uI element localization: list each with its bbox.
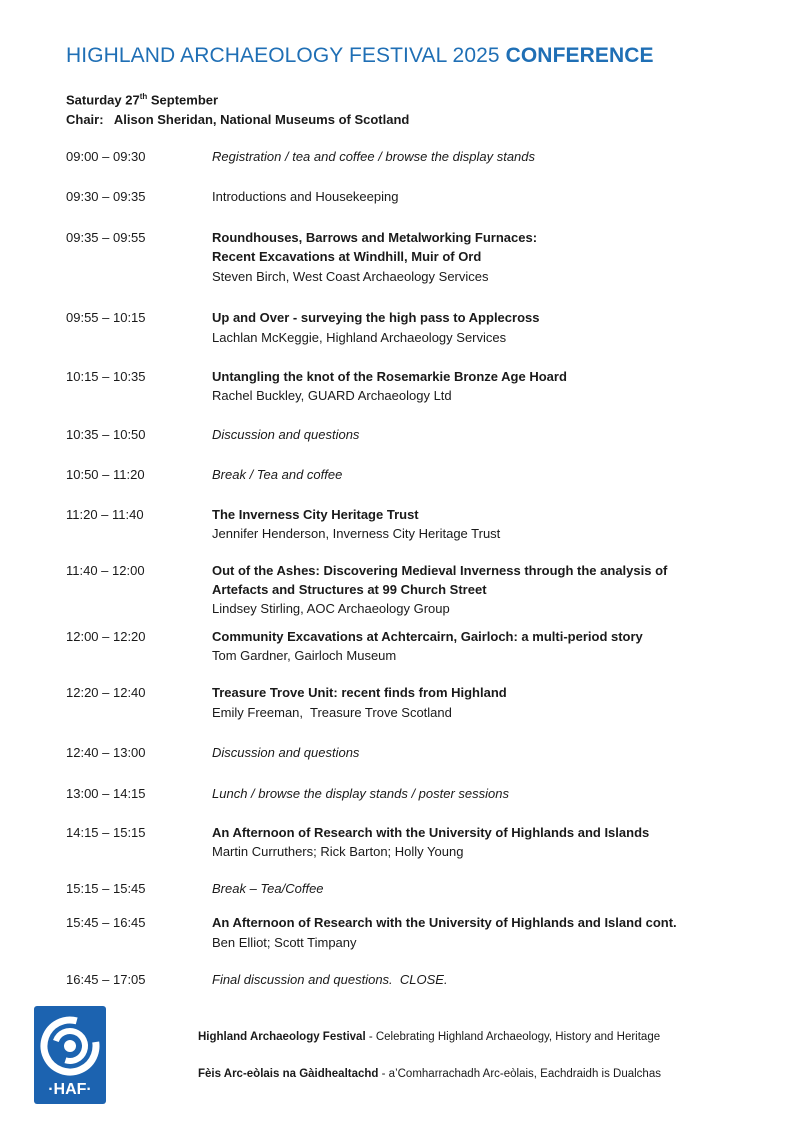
talk-title: Out of the Ashes: Discovering Medieval Inverness through the analysis of Artefacts and Structures at 99 Church Street	[212, 563, 668, 597]
session-note: Discussion and questions	[212, 427, 360, 442]
time-slot: 15:15 – 15:45	[66, 881, 146, 896]
footer-line-english: Highland Archaeology Festival - Celebrating Highland Archaeology, History and Heritage	[198, 1031, 661, 1043]
speaker: Lindsey Stirling, AOC Archaeology Group	[212, 601, 450, 616]
time-slot: 16:45 – 17:05	[66, 972, 146, 987]
session-note: Final discussion and questions. CLOSE.	[212, 972, 448, 987]
speaker: Rachel Buckley, GUARD Archaeology Ltd	[212, 388, 452, 403]
time-slot: 09:35 – 09:55	[66, 230, 146, 245]
talk-title: Treasure Trove Unit: recent finds from Highland	[212, 685, 507, 700]
time-slot: 11:20 – 11:40	[66, 507, 144, 522]
speaker: Martin Curruthers; Rick Barton; Holly Young	[212, 844, 464, 859]
time-slot: 09:00 – 09:30	[66, 149, 146, 164]
time-slot: 09:55 – 10:15	[66, 310, 146, 325]
session-note: Lunch / browse the display stands / poster sessions	[212, 786, 509, 801]
speaker: Jennifer Henderson, Inverness City Heritage Trust	[212, 526, 501, 541]
time-slot: 15:45 – 16:45	[66, 915, 146, 930]
speaker: Steven Birch, West Coast Archaeology Services	[212, 269, 489, 284]
talk-title: Untangling the knot of the Rosemarkie Bronze Age Hoard	[212, 369, 567, 384]
talk-title: Roundhouses, Barrows and Metalworking Furnaces: Recent Excavations at Windhill, Muir of Ord	[212, 230, 538, 264]
speaker: Tom Gardner, Gairloch Museum	[212, 648, 397, 663]
time-slot: 10:15 – 10:35	[66, 369, 146, 384]
time-slot: 14:15 – 15:15	[66, 825, 146, 840]
session-note: Introductions and Housekeeping	[212, 189, 399, 204]
talk-title: An Afternoon of Research with the University of Highlands and Island cont.	[212, 915, 677, 930]
session-note: Break – Tea/Coffee	[212, 881, 324, 896]
time-slot: 12:20 – 12:40	[66, 685, 146, 700]
session-note: Discussion and questions	[212, 745, 360, 760]
speaker: Ben Elliot; Scott Timpany	[212, 935, 357, 950]
talk-title: An Afternoon of Research with the University of Highlands and Islands	[212, 825, 650, 840]
speaker: Emily Freeman, Treasure Trove Scotland	[212, 705, 452, 720]
time-slot: 13:00 – 14:15	[66, 786, 146, 801]
session-note: Break / Tea and coffee	[212, 467, 343, 482]
speaker: Lachlan McKeggie, Highland Archaeology Services	[212, 330, 507, 345]
conference-chair: Chair: Alison Sheridan, National Museums of Scotland	[66, 112, 410, 127]
talk-title: Up and Over - surveying the high pass to Applecross	[212, 310, 540, 325]
footer-line-gaelic: Fèis Arc-eòlais na Gàidhealtachd - a’Comharrachadh Arc-eòlais, Eachdraidh is Dualchas	[198, 1068, 661, 1080]
time-slot: 10:35 – 10:50	[66, 427, 146, 442]
conference-date: Saturday 27th September	[66, 92, 219, 108]
time-slot: 09:30 – 09:35	[66, 189, 146, 204]
logo-text: ·HAF·	[48, 1081, 92, 1098]
time-slot: 12:40 – 13:00	[66, 745, 146, 760]
haf-logo	[34, 1006, 106, 1104]
time-slot: 11:40 – 12:00	[66, 563, 145, 578]
talk-title: Community Excavations at Achtercairn, Gairloch: a multi-period story	[212, 629, 643, 644]
talk-title: The Inverness City Heritage Trust	[212, 507, 419, 522]
page-title: HIGHLAND ARCHAEOLOGY FESTIVAL 2025 CONFERENCE	[66, 44, 654, 67]
time-slot: 12:00 – 12:20	[66, 629, 146, 644]
time-slot: 10:50 – 11:20	[66, 467, 145, 482]
session-note: Registration / tea and coffee / browse the display stands	[212, 149, 536, 164]
